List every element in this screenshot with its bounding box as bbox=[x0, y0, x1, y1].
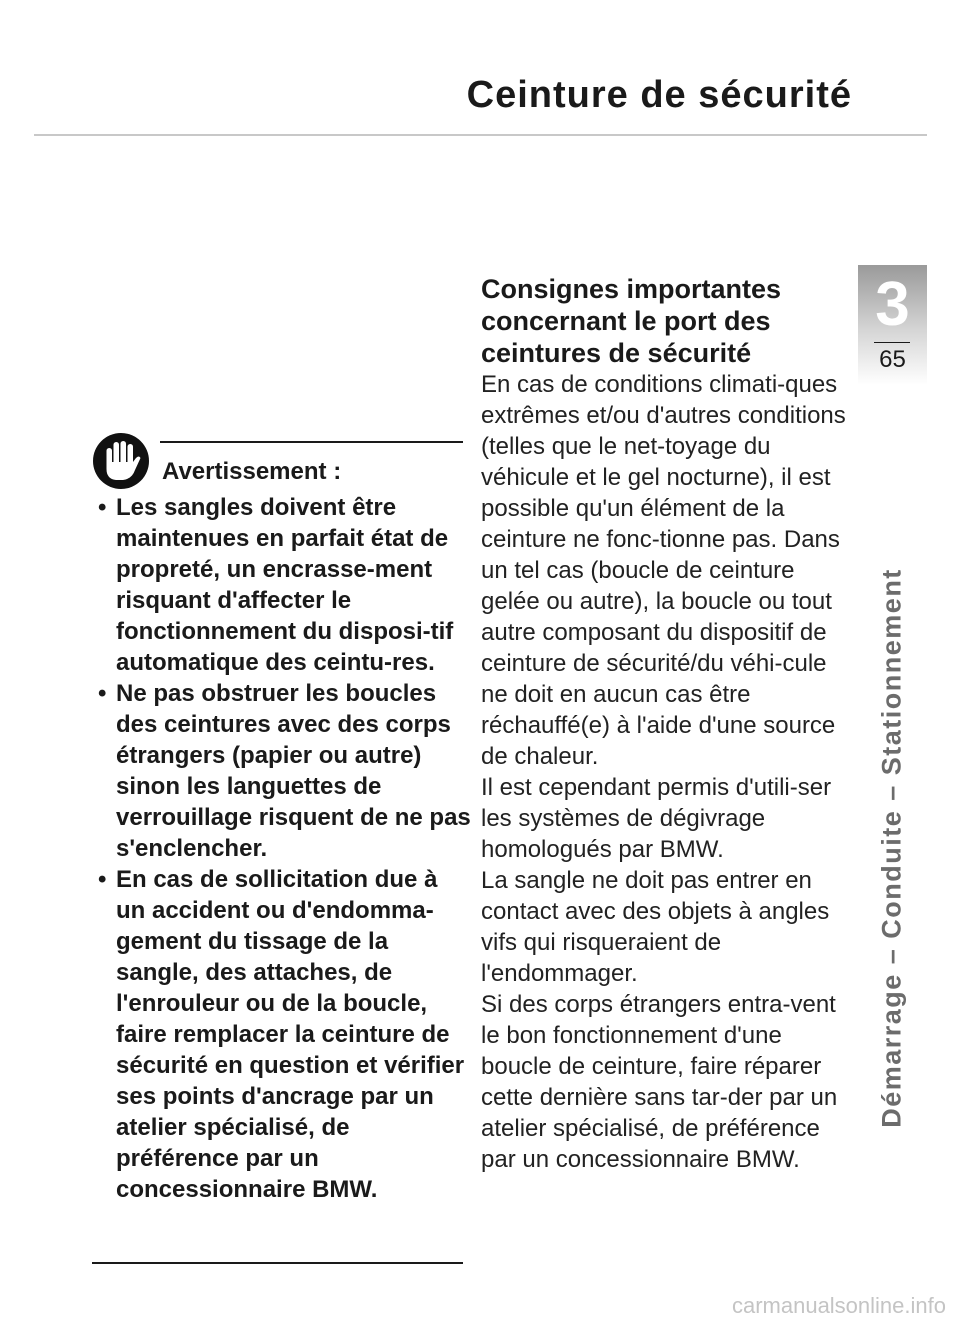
chapter-divider bbox=[874, 342, 910, 343]
warning-item bbox=[92, 492, 472, 678]
body-paragraph: Si des corps étrangers entra-vent le bon fonctionnement d'une boucle de ceinture, faire réparer cette dernière sans tar-der par un atelier spécialisé, de préférence par un concessionnaire BMW. bbox=[481, 991, 838, 1173]
warning-item-text: Ne pas obstruer les boucles des ceintures avec des corps étrangers (papier ou autre) sinon les languettes de verrouillage risquent de ne pas s'enclencher. bbox=[116, 680, 471, 862]
warning-item bbox=[92, 864, 472, 1205]
watermark: carmanualsonline.info bbox=[731, 1293, 946, 1318]
chapter-side-label: Démarrage – Conduite – Stationnement bbox=[876, 568, 907, 1128]
warning-top-divider bbox=[160, 441, 463, 443]
bullet: • bbox=[98, 680, 107, 707]
chapter-number: 3 bbox=[875, 270, 910, 339]
bullet: • bbox=[98, 866, 107, 893]
warning-list bbox=[92, 492, 472, 1205]
section-heading: Consignes importantes concernant le port des ceintures de sécurité bbox=[481, 274, 782, 368]
warning-item-text: Les sangles doivent être maintenues en parfait état de propreté, un encrasse-ment risquant d'affecter le fonctionnement du disposi-tif automatique des ceintu-res. bbox=[116, 494, 454, 676]
body-paragraph: En cas de conditions climati-ques extrêmes et/ou d'autres conditions (telles que le net-toyage du véhicule et le gel nocturne), il est possible qu'un élément de la ceinture ne fonc-tionne pas. Dans un tel cas (boucle de ceinture gelée ou autre), la boucle ou tout autre composant du dispositif de ceinture de sécurité/du véhi-cule ne doit en aucun cas être réchauffé(e) à l'aide d'une source de chaleur. bbox=[481, 371, 846, 770]
page-number: 65 bbox=[879, 346, 906, 373]
header-divider bbox=[34, 134, 927, 136]
warning-bottom-divider bbox=[92, 1262, 463, 1264]
body-paragraph: La sangle ne doit pas entrer en contact avec des objets à angles vifs qui risqueraient de l'endommager. bbox=[481, 867, 830, 987]
page-title: Ceinture de sécurité bbox=[466, 74, 852, 116]
warning-item-text: En cas de sollicitation due à un accident ou d'endomma-gement du tissage de la sangle, des attaches, de l'enrouleur ou de la boucle, faire remplacer la ceinture de sécurité en question et vérifier ses points d'ancrage par un atelier spécialisé, de préférence par un concessionnaire BMW. bbox=[116, 866, 465, 1203]
hand-stop-icon bbox=[92, 432, 150, 490]
warning-item bbox=[92, 678, 472, 864]
bullet: • bbox=[98, 494, 107, 521]
warning-heading: Avertissement : bbox=[162, 458, 342, 485]
body-paragraph: Il est cependant permis d'utili-ser les systèmes de dégivrage homologués par BMW. bbox=[481, 774, 832, 863]
section-body bbox=[481, 369, 849, 1175]
